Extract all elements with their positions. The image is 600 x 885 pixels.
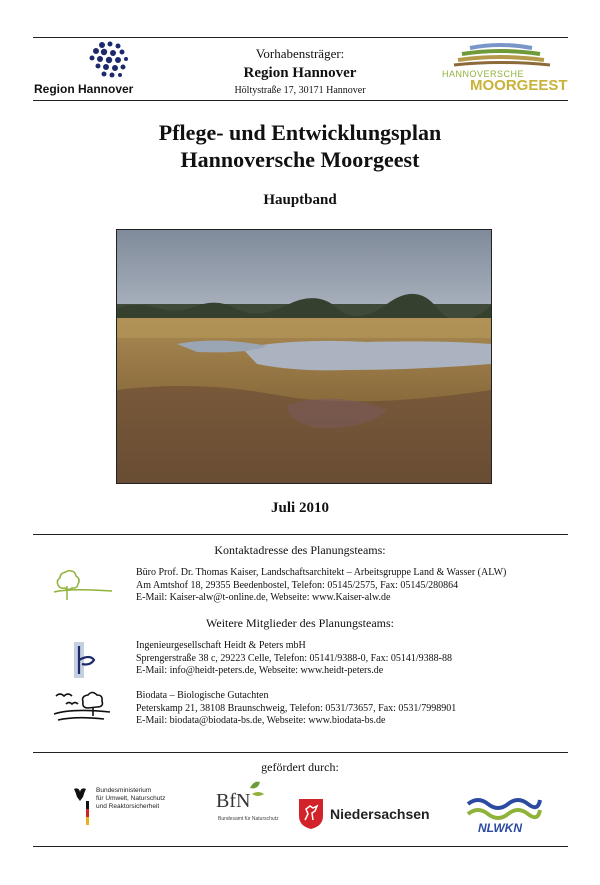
date: Juli 2010	[271, 500, 329, 516]
region-hannover-logo	[34, 40, 134, 98]
federal-eagle-flag-icon	[70, 785, 92, 825]
alw-logo	[50, 564, 115, 604]
contact-line-address: Am Amtshof 18, 29355 Beedenbostel, Telefon: 05145/2575, Fax: 05145/280864	[136, 579, 459, 591]
top-rule	[33, 37, 568, 38]
contact-line-email: E-Mail: Kaiser-alw@t-online.de, Webseite: www.Kaiser-alw.de	[136, 592, 391, 603]
niedersachsen-logo	[298, 798, 438, 834]
contact-heading: Kontaktadresse des Planungsteams:	[214, 543, 386, 557]
bmu-line1: Bundesministerium	[96, 787, 152, 794]
title-line2: Hannoversche Moorgeest	[180, 147, 420, 172]
heidt-line-name: Ingenieurgesellschaft Heidt & Peters mbH	[136, 640, 306, 651]
moorgeest-logo	[440, 42, 570, 98]
heidt-peters-block	[136, 640, 576, 678]
funding-heading: gefördert durch:	[261, 760, 339, 774]
title-line1: Pflege- und Entwicklungsplan	[158, 120, 442, 145]
contact-block	[136, 567, 576, 605]
birds-tree-icon	[52, 688, 112, 726]
niedersachsen-horse-shield-icon	[298, 798, 324, 830]
biodata-line-email: E-Mail: biodata@biodata-bs.de, Webseite: www.biodata-bs.de	[136, 715, 386, 726]
bmu-text	[96, 787, 165, 811]
heidt-peters-logo	[68, 640, 100, 680]
hp-monogram-icon	[68, 640, 100, 680]
header-rule	[33, 100, 568, 101]
moorgeest-stripes-icon	[440, 42, 570, 68]
bfn-logo	[212, 780, 279, 830]
bfn-text: BfN	[216, 790, 251, 812]
heidt-line-email: E-Mail: info@heidt-peters.de, Webseite: www.heidt-peters.de	[136, 665, 384, 676]
biodata-block	[136, 690, 576, 728]
region-hannover-logo-text: Region Hannover	[34, 82, 134, 96]
biodata-line-name: Biodata – Biologische Gutachten	[136, 690, 269, 701]
bottom-rule	[33, 846, 568, 847]
contact-rule	[33, 534, 568, 535]
sponsor-label: Vorhabensträger:	[255, 46, 345, 61]
niedersachsen-text: Niedersachsen	[330, 806, 430, 822]
members-heading: Weitere Mitglieder des Planungsteams:	[206, 616, 394, 630]
heidt-line-address: Sprengerstraße 38 c, 29223 Celle, Telefon: 05141/9388-0, Fax: 05141/9388-88	[136, 652, 453, 664]
bmu-logo	[70, 785, 180, 827]
nlwkn-waves-icon	[464, 794, 544, 822]
sponsor-address: Höltystraße 17, 30171 Hannover	[234, 85, 366, 96]
biodata-logo	[52, 688, 112, 726]
moorgeest-logo-line1: HANNOVERSCHE	[442, 69, 525, 79]
bmu-line2: für Umwelt, Naturschutz	[96, 795, 166, 802]
biodata-line-address: Peterskamp 21, 38108 Braunschweig, Telefon: 0531/73657, Fax: 0531/7998901	[136, 702, 457, 714]
moorgeest-logo-line2: MOORGEEST	[470, 77, 568, 94]
nlwkn-logo	[464, 794, 544, 838]
contact-line-office: Büro Prof. Dr. Thomas Kaiser, Landschaftsarchitekt – Arbeitsgruppe Land & Wasser (ALW)	[136, 567, 507, 578]
nlwkn-text: NLWKN	[478, 821, 522, 835]
moor-landscape-photo	[116, 229, 492, 484]
bfn-subtext: Bundesamt für Naturschutz	[218, 816, 279, 822]
funding-rule	[33, 752, 568, 753]
sponsor-name: Region Hannover	[243, 65, 357, 81]
subtitle: Hauptband	[263, 192, 337, 208]
bmu-line3: und Reaktorsicherheit	[96, 803, 160, 810]
moor-photo-image	[117, 230, 491, 483]
tree-wave-icon	[50, 564, 115, 604]
region-hannover-dots-icon	[34, 40, 134, 80]
